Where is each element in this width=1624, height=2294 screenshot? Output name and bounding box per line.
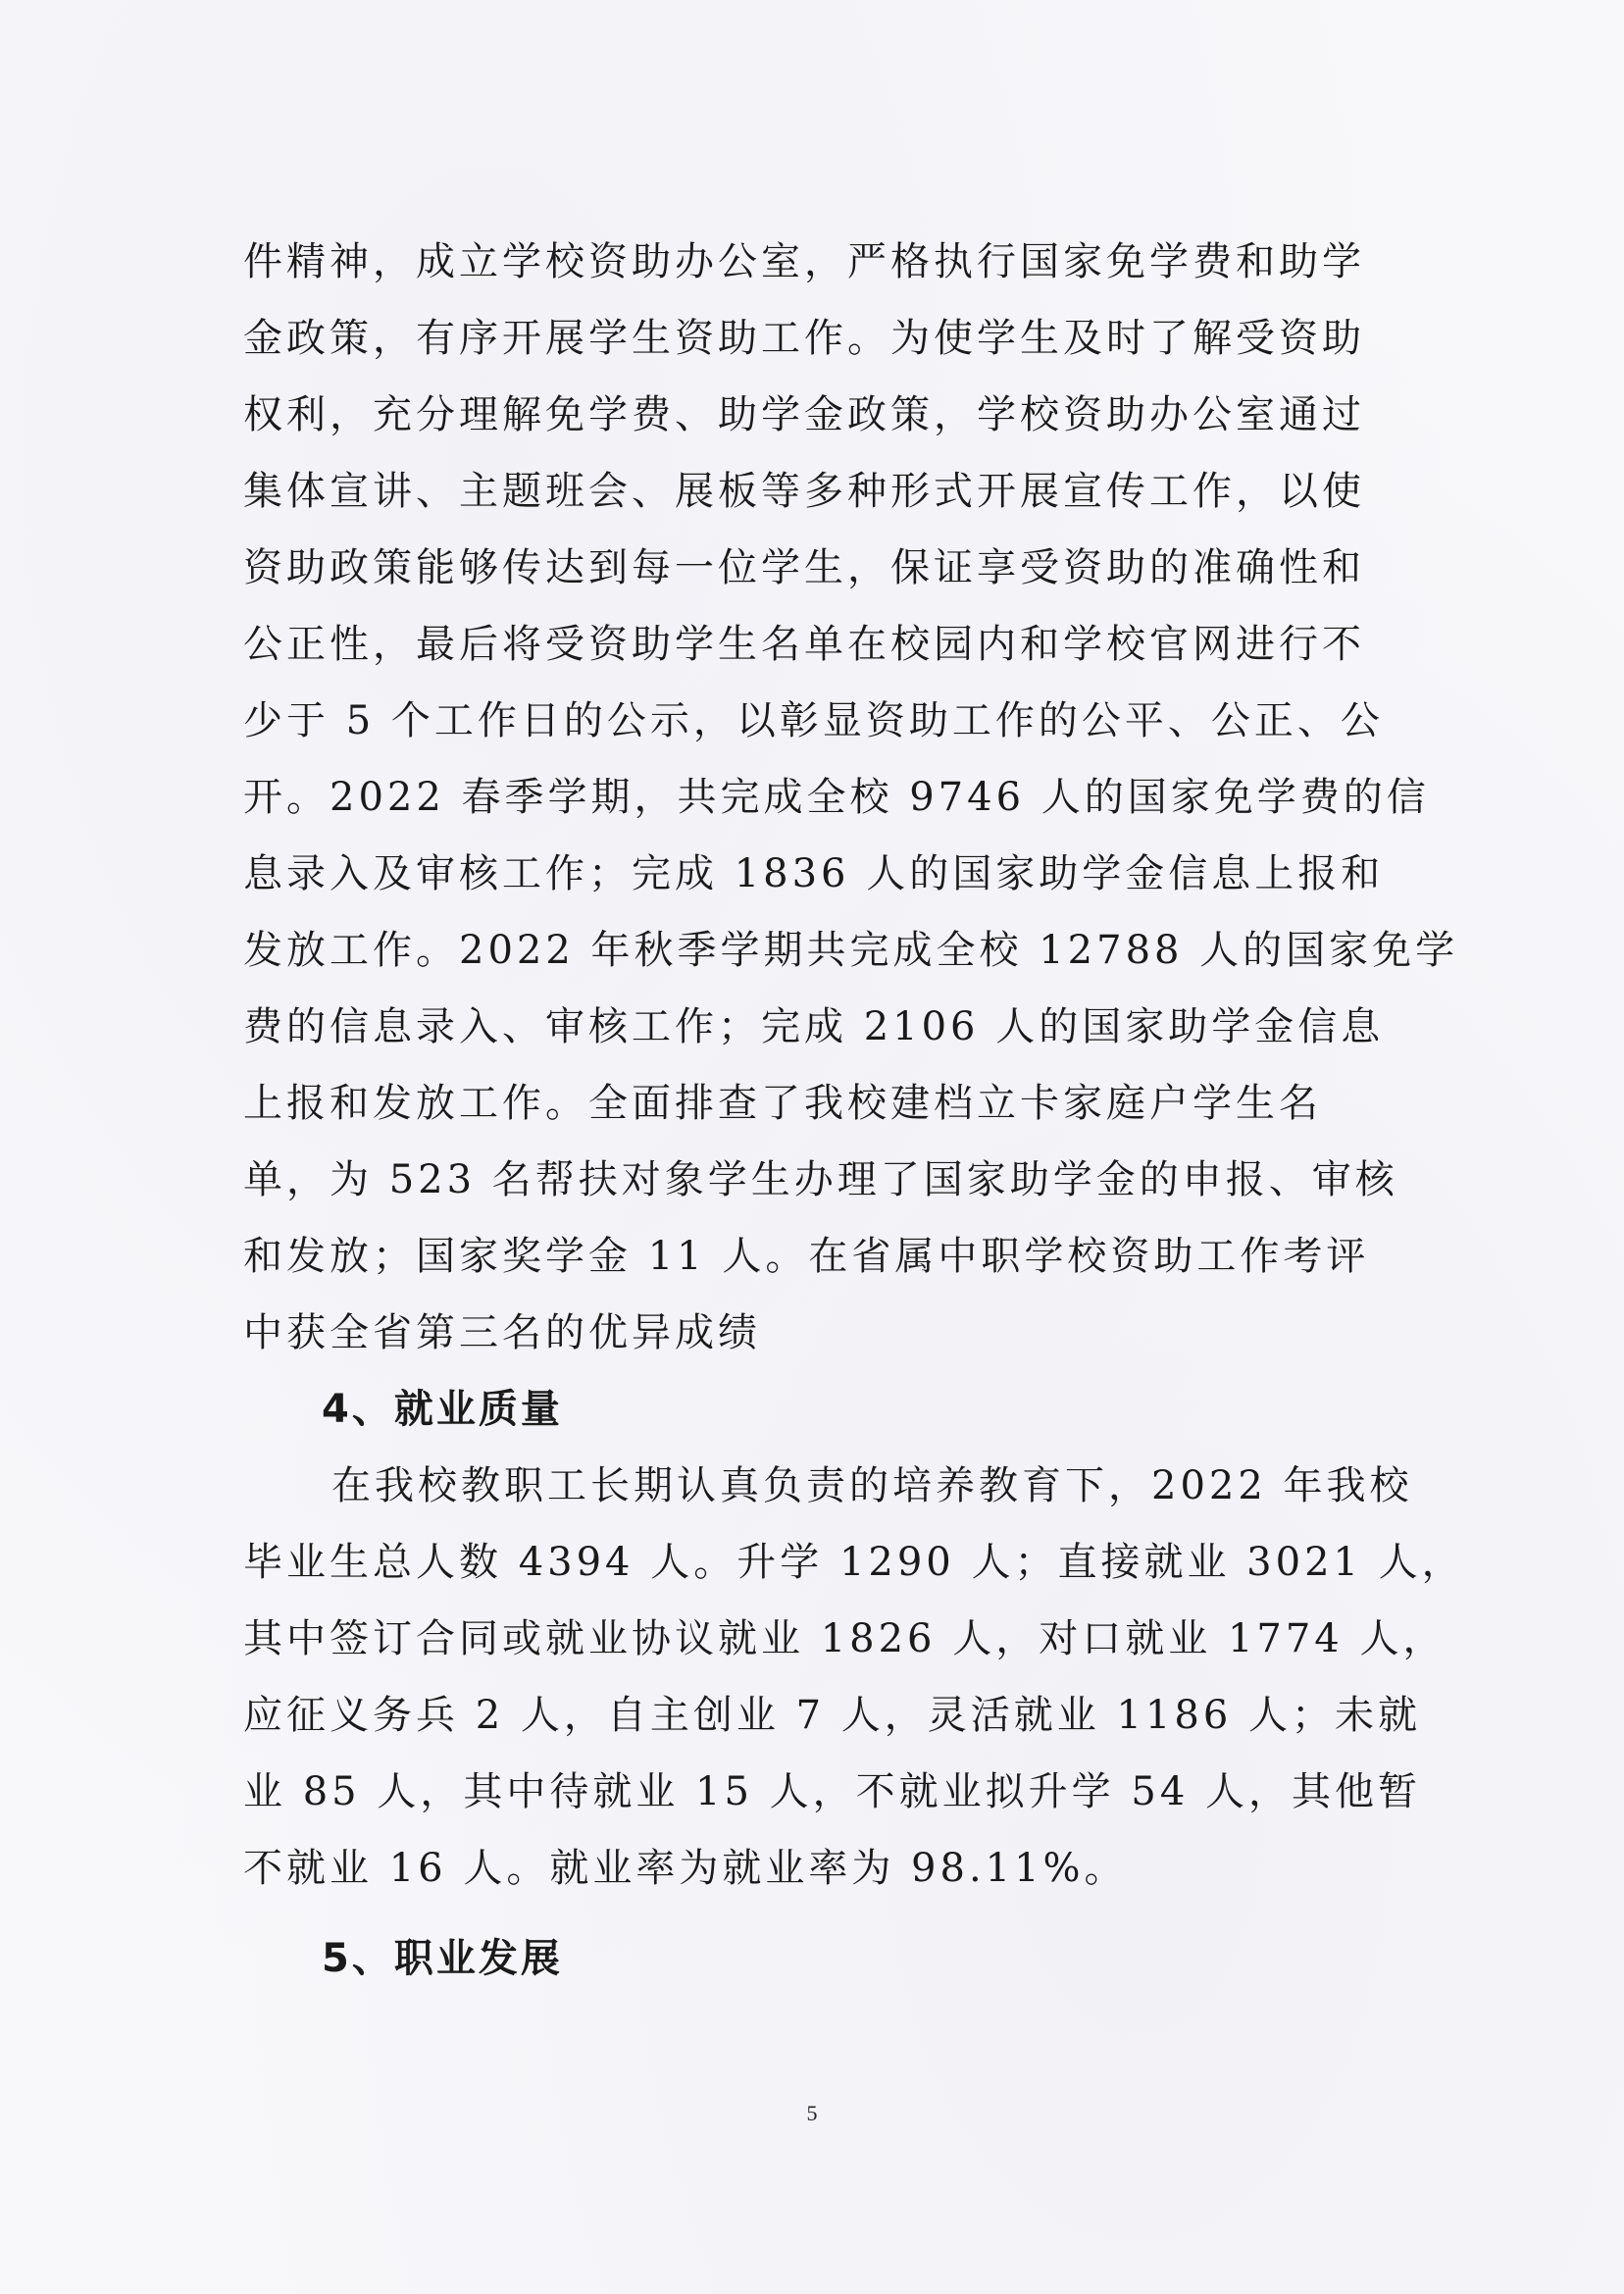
text-line: 金政策，有序开展学生资助工作。为使学生及时了解受资助 [243,316,1365,361]
text-line: 权利，充分理解免学费、助学金政策，学校资助办公室通过 [243,392,1365,437]
text-line: 件精神，成立学校资助办公室，严格执行国家免学费和助学 [243,239,1365,284]
text-line: 资助政策能够传达到每一位学生，保证享受资助的准确性和 [243,545,1365,590]
text-line: 单，为 523 名帮扶对象学生办理了国家助学金的申报、审核 [243,1157,1398,1202]
text-line: 不就业 16 人。就业率为就业率为 98.11%。 [243,1846,1128,1891]
text-line: 毕业生总人数 4394 人。升学 1290 人；直接就业 3021 人， [243,1540,1465,1585]
text-line: 上报和发放工作。全面排查了我校建档立卡家庭户学生名 [243,1081,1322,1126]
text-line: 应征义务兵 2 人，自主创业 7 人，灵活就业 1186 人；未就 [243,1693,1421,1738]
text-line: 发放工作。2022 年秋季学期共完成全校 12788 人的国家免学 [243,928,1459,973]
text-line: 业 85 人，其中待就业 15 人，不就业拟升学 54 人，其他暂 [243,1769,1421,1814]
paragraph-employment-quality [243,1448,1465,1907]
text-line: 其中签订合同或就业协议就业 1826 人，对口就业 1774 人， [243,1616,1446,1661]
text-line: 少于 5 个工作日的公示，以彰显资助工作的公平、公正、公 [243,698,1384,743]
text-line: 和发放；国家奖学金 11 人。在省属中职学校资助工作考评 [243,1234,1370,1279]
text-line: 中获全省第三名的优异成绩 [243,1310,761,1355]
document-body [243,224,1465,1997]
text-line: 集体宣讲、主题班会、展板等多种形式开展宣传工作，以使 [243,469,1365,514]
text-line: 公正性，最后将受资助学生名单在校园内和学校官网进行不 [243,622,1365,667]
paragraph-student-aid [243,224,1459,1371]
section-heading-employment-quality: 4、就业质量 [322,1387,563,1432]
text-line: 息录入及审核工作；完成 1836 人的国家助学金信息上报和 [243,851,1385,896]
text-line: 在我校教职工长期认真负责的培养教育下，2022 年我校 [331,1463,1413,1508]
text-line: 开。2022 春季学期，共完成全校 9746 人的国家免学费的信 [243,775,1430,820]
section-heading-career-development: 5、职业发展 [322,1936,563,1981]
page-number: 5 [806,2101,818,2125]
text-line: 费的信息录入、审核工作；完成 2106 人的国家助学金信息 [243,1004,1385,1049]
